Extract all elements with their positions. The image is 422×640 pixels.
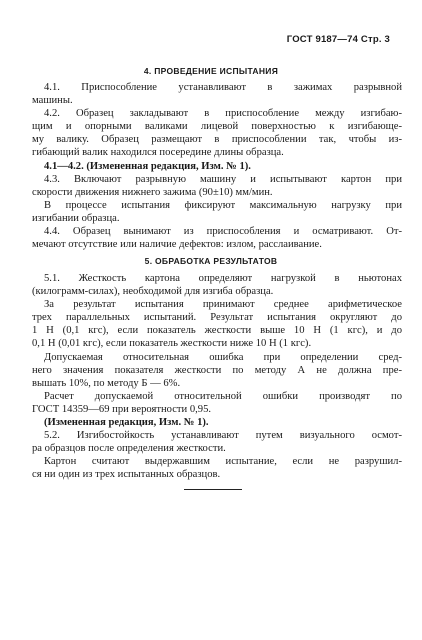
paragraph-line: гибающий валик находился посередине длины образца.	[32, 147, 284, 159]
section-4-body	[32, 81, 402, 251]
paragraph-line: 4.2. Образец закладывают в приспособление между изгибаю-	[44, 108, 402, 120]
paragraph-line: Расчет допускаемой относительной ошибки производят по	[44, 390, 402, 402]
paragraph-line: скорости движения нижнего зажима (90±10) мм/мин.	[32, 186, 273, 198]
paragraph-line: 1 Н (0,1 кгс), если показатель жесткости выше 10 Н (1 кгс), и до	[32, 325, 402, 337]
amendment-note: 4.1—4.2. (Измененная редакция, Изм. № 1).	[44, 160, 251, 172]
paragraph-line: За результат испытания принимают среднее арифметическое	[44, 299, 402, 311]
paragraph-line: вышать 10%, по методу Б — 6%.	[32, 377, 181, 389]
paragraph-line: ГОСТ 14359—69 при вероятности 0,95.	[32, 403, 212, 415]
paragraph-line: (килограмм-силах), необходимой для изгиба образца.	[32, 286, 274, 298]
paragraph-line: машины.	[32, 95, 73, 107]
paragraph-line: В процессе испытания фиксируют максимальную нагрузку при	[44, 199, 402, 211]
paragraph-line: 5.2. Изгибостойкость устанавливают путем визуального осмот-	[44, 430, 402, 442]
end-divider	[184, 489, 242, 490]
paragraph-line: 0,1 Н (0,01 кгс), если показатель жесткости ниже 10 Н (1 кгс).	[32, 338, 312, 350]
paragraph-line: мечают отсутствие или наличие дефектов: излом, расслаивание.	[32, 239, 322, 251]
section-5-body	[32, 272, 402, 482]
section-4-title: 4. ПРОВЕДЕНИЕ ИСПЫТАНИЯ	[143, 66, 279, 76]
paragraph-line: ра образцов после определения жесткости.	[32, 443, 226, 455]
section-5-title: 5. ОБРАБОТКА РЕЗУЛЬТАТОВ	[144, 256, 278, 266]
paragraph-line: 4.1. Приспособление устанавливают в зажимах разрывной	[44, 82, 402, 93]
paragraph-line: 4.3. Включают разрывную машину и испытывают картон при	[44, 173, 402, 185]
paragraph-line: ся ни один из трех испытанных образцов.	[32, 469, 221, 481]
paragraph-line: Картон считают выдержавшим испытание, если не разрушил-	[44, 456, 402, 468]
paragraph-line: 4.4. Образец вынимают из приспособления и осматривают. От-	[44, 226, 402, 238]
paragraph-line: му валику. Образец размещают в приспособлении так, чтобы из-	[32, 134, 402, 146]
paragraph-line: Допускаемая относительная ошибка при определении сред-	[44, 351, 402, 363]
page-header: ГОСТ 9187—74 Стр. 3	[286, 34, 390, 45]
paragraph-line: изгибании образца.	[32, 212, 120, 224]
amendment-note: (Измененная редакция, Изм. № 1).	[44, 417, 209, 429]
paragraph-line: 5.1. Жесткость картона определяют нагрузкой в ньютонах	[44, 273, 402, 284]
paragraph-line: трех параллельных испытаний. Результат испытания округляют до	[32, 312, 402, 324]
paragraph-line: щим и опорными валиками лицевой поверхностью к изгибающе-	[32, 121, 402, 133]
paragraph-line: него значения показателя жесткости по методу А не должна пре-	[32, 364, 402, 376]
